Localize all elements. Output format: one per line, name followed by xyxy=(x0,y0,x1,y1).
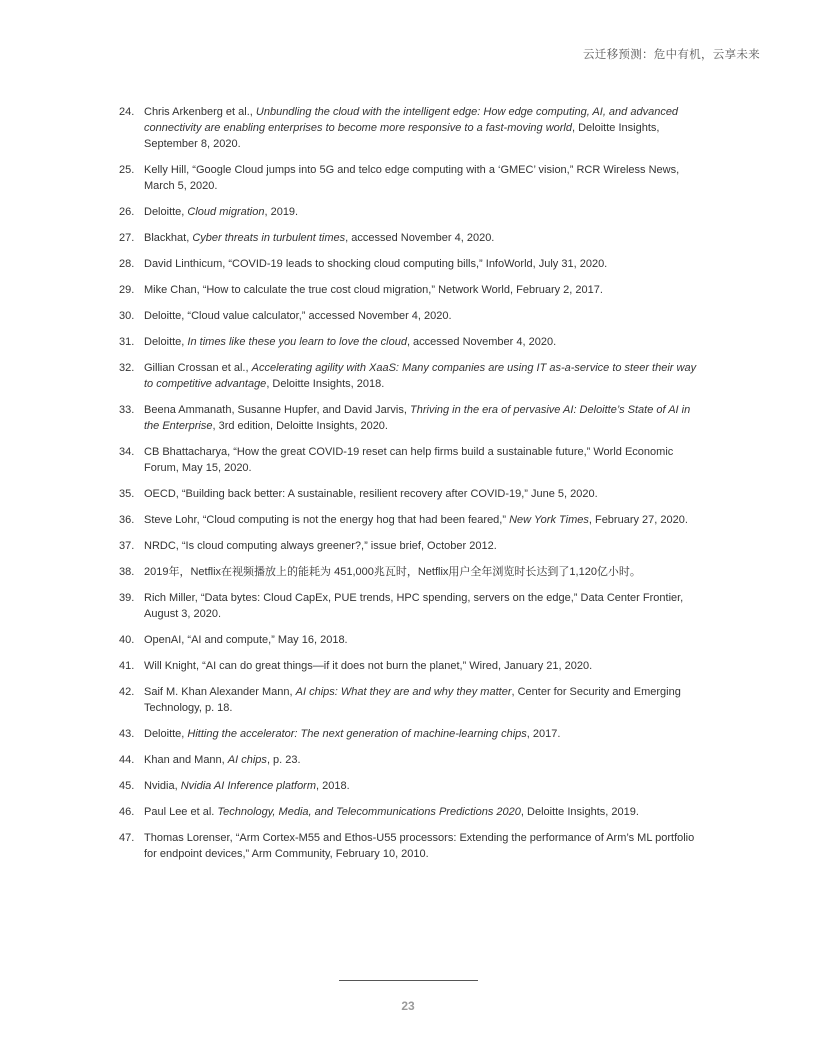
reference-number: 40. xyxy=(119,634,135,646)
reference-text: , 2019. xyxy=(264,206,299,218)
reference-title-italic: Cyber threats in turbulent times xyxy=(192,232,346,244)
reference-text: , 2017. xyxy=(526,728,561,740)
reference-item xyxy=(119,308,701,324)
reference-item xyxy=(119,360,701,392)
reference-text: David Linthicum, “COVID-19 leads to shocking cloud computing bills,” InfoWorld, July 31, 2020. xyxy=(144,258,608,270)
reference-item xyxy=(119,778,701,794)
reference-text: , Deloitte Insights, September 8, 2020. xyxy=(144,122,660,150)
footer-divider xyxy=(339,980,478,981)
reference-item xyxy=(119,444,701,476)
reference-title-italic: Unbundling the cloud with the intelligent edge: How edge computing, AI, and advanced connectivity are enabling enterprises to become more responsive to a fast-moving world xyxy=(144,106,679,134)
reference-text: , February 27, 2020. xyxy=(588,514,688,526)
page-number: 23 xyxy=(401,999,415,1013)
reference-text: Deloitte, xyxy=(144,206,188,218)
reference-text: Saif M. Khan Alexander Mann, xyxy=(144,686,296,698)
reference-text: Will Knight, “AI can do great things—if it does not burn the planet,” Wired, January 21, 2020. xyxy=(144,660,593,672)
reference-number: 29. xyxy=(119,284,135,296)
reference-item xyxy=(119,104,701,152)
reference-text: , p. 23. xyxy=(266,754,301,766)
reference-item xyxy=(119,632,701,648)
reference-number: 39. xyxy=(119,592,135,604)
reference-text: Blackhat, xyxy=(144,232,193,244)
running-header: 云迁移预测：危中有机，云享未来 xyxy=(583,47,760,61)
reference-number: 24. xyxy=(119,106,135,118)
reference-text: , 3rd edition, Deloitte Insights, 2020. xyxy=(212,420,388,432)
reference-item xyxy=(119,804,701,820)
reference-number: 31. xyxy=(119,336,135,348)
reference-text: Gillian Crossan et al., xyxy=(144,362,252,374)
reference-text: Thomas Lorenser, “Arm Cortex-M55 and Ethos-U55 processors: Extending the performance of Arm’s ML portfolio for endpoint devices,” Arm Community, February 10, 2010. xyxy=(144,832,695,860)
reference-text: Khan and Mann, xyxy=(144,754,228,766)
reference-text: CB Bhattacharya, “How the great COVID-19 reset can help firms build a sustainable future,” World Economic Forum, May 15, 2020. xyxy=(144,446,674,474)
reference-item xyxy=(119,282,701,298)
reference-item xyxy=(119,204,701,220)
reference-title-italic: AI chips xyxy=(227,754,267,766)
reference-title-italic: Technology, Media, and Telecommunications Predictions 2020 xyxy=(217,806,521,818)
reference-number: 28. xyxy=(119,258,135,270)
reference-text: , accessed November 4, 2020. xyxy=(406,336,557,348)
reference-text: , 2018. xyxy=(316,780,350,792)
reference-text: Deloitte, xyxy=(144,728,188,740)
reference-item xyxy=(119,590,701,622)
reference-number: 41. xyxy=(119,660,135,672)
reference-item xyxy=(119,538,701,554)
reference-number: 27. xyxy=(119,232,135,244)
reference-number: 33. xyxy=(119,404,135,416)
reference-number: 42. xyxy=(119,686,135,698)
reference-number: 30. xyxy=(119,310,135,322)
reference-text: Deloitte, “Cloud value calculator,” accessed November 4, 2020. xyxy=(144,310,452,322)
reference-number: 25. xyxy=(119,164,135,176)
reference-item xyxy=(119,684,701,716)
reference-title-italic: Thriving in the era of pervasive AI: Deloitte’s State of AI in the Enterprise xyxy=(144,404,691,432)
reference-number: 47. xyxy=(119,832,135,844)
reference-title-italic: Nvidia AI Inference platform xyxy=(180,780,317,792)
reference-item xyxy=(119,726,701,742)
reference-number: 38. xyxy=(119,566,135,578)
reference-text: , Deloitte Insights, 2019. xyxy=(520,806,639,818)
reference-title-italic: Hitting the accelerator: The next generation of machine-learning chips xyxy=(187,728,527,740)
reference-text: Chris Arkenberg et al., xyxy=(144,106,256,118)
reference-title-italic: New York Times xyxy=(509,514,589,526)
reference-text: , Center for Security and Emerging Technology, p. 18. xyxy=(144,686,681,714)
reference-text: Steve Lohr, “Cloud computing is not the energy hog that had been feared,” xyxy=(144,514,510,526)
reference-item xyxy=(119,256,701,272)
reference-title-italic: AI chips: What they are and why they matter xyxy=(295,686,512,698)
reference-number: 36. xyxy=(119,514,135,526)
reference-item xyxy=(119,512,701,528)
reference-number: 34. xyxy=(119,446,135,458)
reference-number: 32. xyxy=(119,362,135,374)
reference-number: 46. xyxy=(119,806,135,818)
reference-text: NRDC, “Is cloud computing always greener?,” issue brief, October 2012. xyxy=(144,540,497,552)
reference-text: 2019年，Netflix在视频播放上的能耗为 451,000兆瓦时，Netflix用户全年浏览时长达到了1,120亿小时。 xyxy=(144,566,641,578)
reference-list xyxy=(119,104,701,872)
reference-text: Kelly Hill, “Google Cloud jumps into 5G and telco edge computing with a ‘GMEC’ vision,” RCR Wireless News, March 5, 2020. xyxy=(144,164,680,192)
reference-text: OECD, “Building back better: A sustainable, resilient recovery after COVID-19,” June 5, 2020. xyxy=(144,488,598,500)
reference-number: 35. xyxy=(119,488,135,500)
reference-item xyxy=(119,230,701,246)
reference-item xyxy=(119,658,701,674)
reference-title-italic: Cloud migration xyxy=(187,206,265,218)
reference-text: Nvidia, xyxy=(144,780,181,792)
reference-text: , accessed November 4, 2020. xyxy=(345,232,495,244)
reference-number: 26. xyxy=(119,206,135,218)
reference-text: OpenAI, “AI and compute,” May 16, 2018. xyxy=(144,634,348,646)
reference-text: Mike Chan, “How to calculate the true cost cloud migration,” Network World, February 2, 2017. xyxy=(144,284,603,296)
reference-number: 44. xyxy=(119,754,135,766)
reference-text: Deloitte, xyxy=(144,336,188,348)
reference-number: 37. xyxy=(119,540,135,552)
reference-text: Beena Ammanath, Susanne Hupfer, and David Jarvis, xyxy=(144,404,410,416)
reference-text: Rich Miller, “Data bytes: Cloud CapEx, PUE trends, HPC spending, servers on the edge,” Data Center Frontier, August 3, 2020. xyxy=(144,592,684,620)
reference-item xyxy=(119,334,701,350)
reference-number: 43. xyxy=(119,728,135,740)
reference-item xyxy=(119,564,701,580)
reference-item xyxy=(119,486,701,502)
reference-item xyxy=(119,162,701,194)
reference-title-italic: Accelerating agility with XaaS: Many companies are using IT as-a-service to steer their way to competitive advantage xyxy=(144,362,697,390)
reference-title-italic: In times like these you learn to love the cloud xyxy=(187,336,407,348)
reference-item xyxy=(119,752,701,768)
reference-item xyxy=(119,402,701,434)
reference-number: 45. xyxy=(119,780,135,792)
reference-text: , Deloitte Insights, 2018. xyxy=(266,378,385,390)
reference-item xyxy=(119,830,701,862)
reference-text: Paul Lee et al. xyxy=(144,806,218,818)
